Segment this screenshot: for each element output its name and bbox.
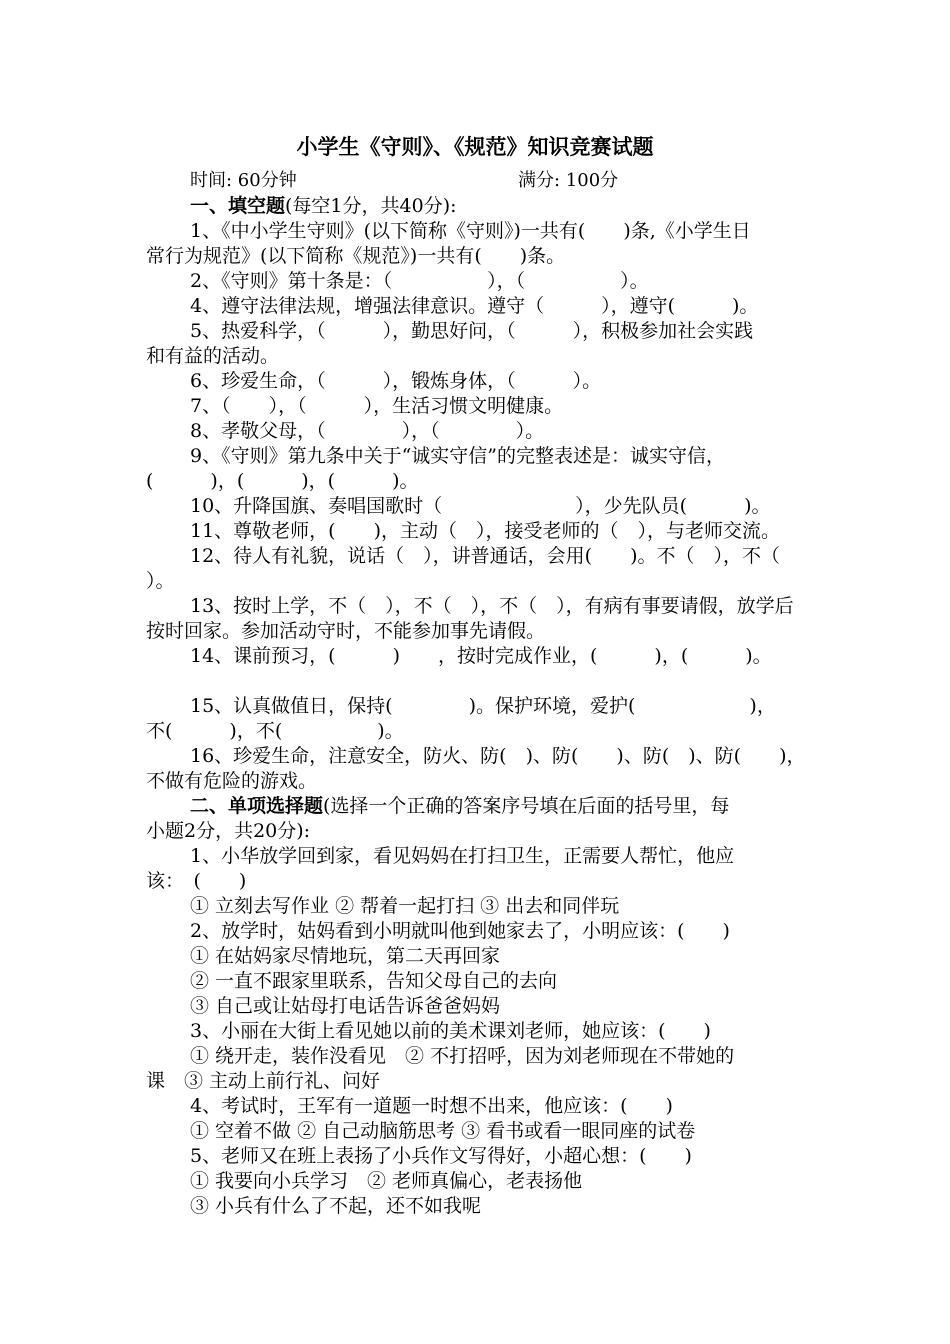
option-line: ① 我要向小兵学习 ② 老师真偏心，老表扬他 (190, 1170, 583, 1192)
section-1-heading: 一、填空题(每空1分，共40分): (190, 195, 457, 217)
option-line: ① 立刻去写作业 ② 帮着一起打扫 ③ 出去和同伴玩 (190, 895, 620, 917)
question-line: 14、课前预习，( ) ，按时完成作业，( )，( )。 (190, 645, 772, 667)
question-line: 5、热爱科学，（ ），勤思好问，（ ），积极参加社会实践 (190, 320, 754, 342)
option-line: ② 一直不跟家里联系，告知父母自己的去向 (190, 970, 558, 992)
question-line: ( )，( )，( )。 (146, 470, 419, 492)
question-line: 4、考试时，王军有一道题一时想不出来，他应该：( ) (190, 1095, 673, 1117)
option-line: 课 ③ 主动上前行礼、问好 (146, 1070, 381, 1092)
blank-line (146, 669, 814, 694)
question-line: 不( )，不( )。 (146, 720, 404, 742)
question-line: 按时回家。参加活动守时，不能参加事先请假。 (146, 620, 546, 642)
time-label: 时间: 60分钟 (190, 170, 297, 191)
question-line: 9、《守则》第九条中关于“诚实守信”的完整表述是：诚实守信， (190, 445, 726, 467)
question-line: 不做有危险的游戏。 (146, 770, 318, 792)
exam-body (146, 194, 814, 1219)
question-line: 16、珍爱生命，注意安全，防火、防( )、防( )、防( )、防( )， (190, 745, 806, 767)
question-line: 13、按时上学，不（ ），不（ ），不（ ），有病有事要请假，放学后 (190, 595, 794, 617)
question-line: 8、孝敬父母，（ ），（ ）。 (190, 420, 545, 442)
question-line: 常行为规范》(以下简称《规范》)一共有( )条。 (146, 245, 566, 267)
question-line: 5、老师又在班上表扬了小兵作文写得好，小超心想：( ) (190, 1145, 692, 1167)
question-line: 2、放学时，姑妈看到小明就叫他到她家去了，小明应该：( ) (190, 920, 730, 942)
question-line: 2、《守则》第十条是：（ ），（ ）。 (190, 270, 649, 292)
question-line: 12、待人有礼貌，说话（ ），讲普通话，会用( )。不（ ），不（ (190, 545, 781, 567)
exam-title: 小学生《守则》、《规范》知识竞赛试题 (296, 134, 654, 159)
question-line: 10、升降国旗、奏唱国歌时（ ），少先队员( )。 (190, 495, 771, 517)
option-line: ① 在姑妈家尽情地玩，第二天再回家 (190, 945, 501, 967)
option-line: ③ 自己或让姑母打电话告诉爸爸妈妈 (190, 995, 501, 1017)
question-line: 6、珍爱生命，（ ），锻炼身体，（ ）。 (190, 370, 602, 392)
section-2-heading: 二、单项选择题(选择一个正确的答案序号填在后面的括号里，每 (190, 795, 730, 817)
section-2-note: 小题2分，共20分): (146, 820, 311, 842)
option-line: ③ 小兵有什么了不起，还不如我呢 (190, 1195, 482, 1217)
question-line: 11、尊敬老师，( )，主动（ ），接受老师的（ ），与老师交流。 (190, 520, 781, 542)
option-line: ① 空着不做 ② 自己动脑筋思考 ③ 看书或看一眼同座的试卷 (190, 1120, 696, 1142)
question-line: 7、（ ），（ ），生活习惯文明健康。 (190, 395, 564, 417)
option-line: ① 绕开走，装作没看见 ② 不打招呼，因为刘老师现在不带她的 (190, 1045, 735, 1067)
score-label: 满分: 100分 (518, 170, 619, 191)
question-line: 15、认真做值日，保持( )。保护环境，爱护( )， (190, 695, 776, 717)
question-line: ）。 (146, 570, 175, 592)
question-line: 4、遵守法律法规，增强法律意识。遵守（ ），遵守( )。 (190, 295, 759, 317)
question-line: 1、小华放学回到家，看见妈妈在打扫卫生，正需要人帮忙，他应 (190, 845, 735, 867)
question-line: 3、小丽在大街上看见她以前的美术课刘老师，她应该：( ) (190, 1020, 711, 1042)
question-line: 该： ( ) (146, 870, 247, 892)
question-line: 和有益的活动。 (146, 345, 280, 367)
question-line: 1、《中小学生守则》(以下简称《守则》)一共有( )条,《小学生日 (190, 220, 751, 242)
